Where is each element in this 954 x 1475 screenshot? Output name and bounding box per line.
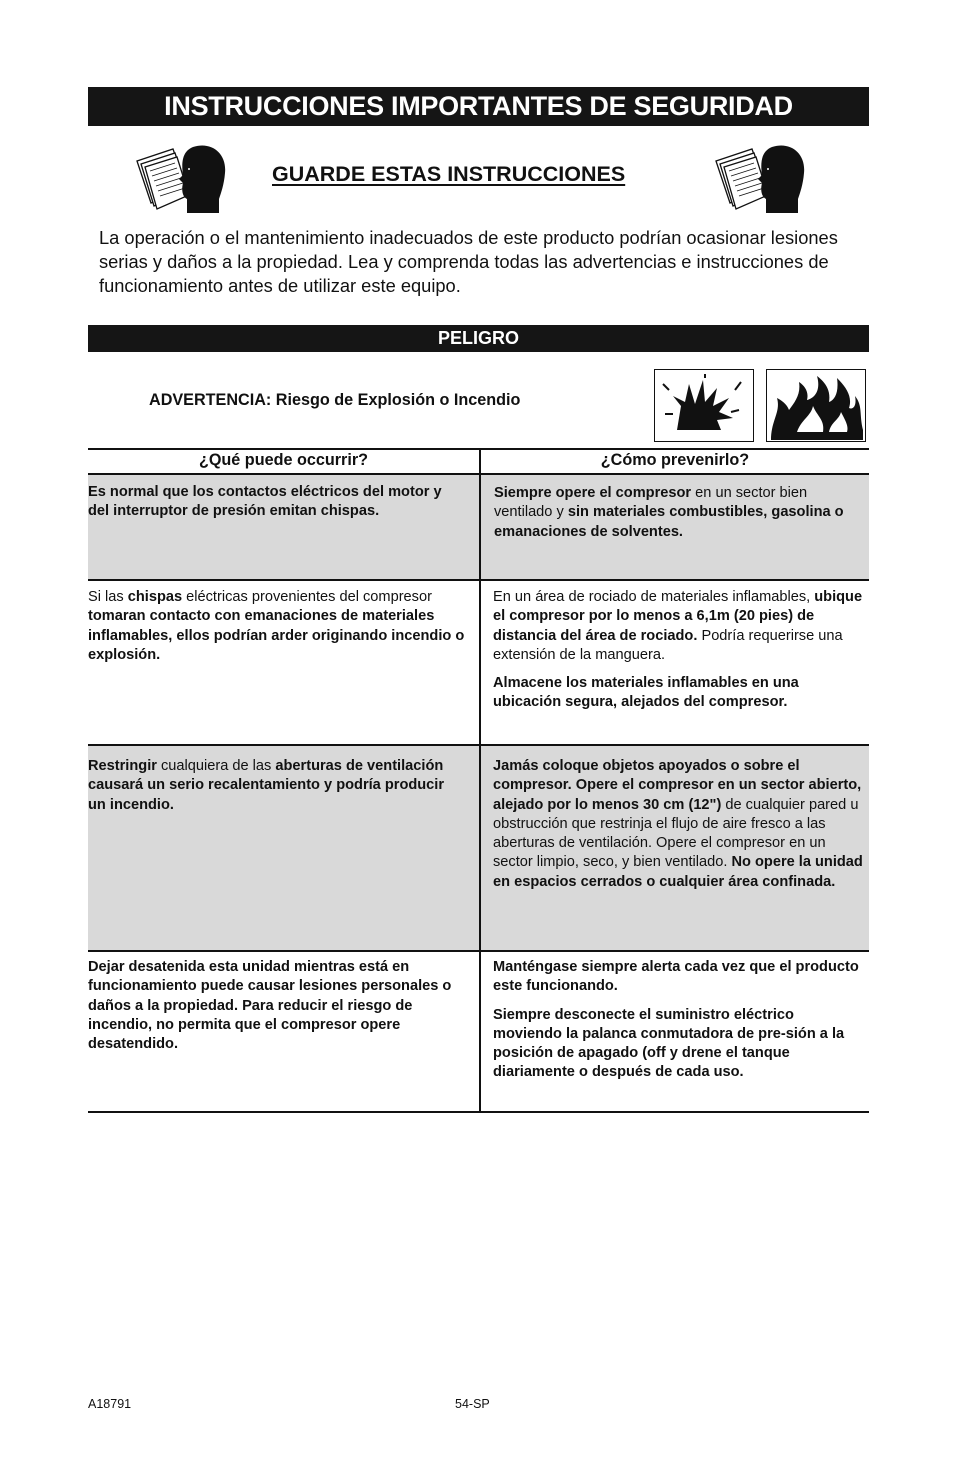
table-cell bbox=[493, 588, 869, 722]
table-cell bbox=[494, 484, 866, 551]
column-header-what: ¿Qué puede occurrir? bbox=[198, 451, 369, 469]
save-instructions-heading: GUARDE ESTAS INSTRUCCIONES bbox=[272, 162, 626, 186]
read-manual-icon bbox=[714, 143, 806, 215]
table-cell bbox=[493, 958, 863, 1092]
text-run: de cualquier pared u obstrucción que restrinja el flujo de aire fresco a las aberturas de ventilación. Opere el compresor en un sector limpio, seco, y bien ventilado. bbox=[493, 796, 859, 871]
cell-paragraph bbox=[494, 484, 866, 542]
cell-paragraph bbox=[493, 757, 869, 892]
text-run: En un área de rociado de materiales inflamables, bbox=[493, 589, 815, 605]
page-title: INSTRUCCIONES IMPORTANTES DE SEGURIDAD bbox=[88, 87, 869, 126]
danger-heading: PELIGRO bbox=[88, 325, 869, 352]
text-run: Es normal que los contactos eléctricos del motor y del interruptor de presión emitan chispas. bbox=[88, 484, 442, 520]
text-run: en un sector bien ventilado y bbox=[494, 485, 808, 521]
warning-label: ADVERTENCIA: Riesgo de Explosión o Incendio bbox=[149, 391, 521, 409]
text-run: Si las bbox=[88, 589, 128, 605]
table-cell bbox=[88, 958, 463, 1063]
cell-paragraph bbox=[493, 1006, 863, 1083]
text-run: aberturas de ventilación causará un serio recalentamiento y podría producir un incendio. bbox=[88, 758, 445, 813]
text-run: Restringir bbox=[88, 758, 157, 774]
table-cell bbox=[88, 588, 468, 674]
text-run: Manténgase siempre alerta cada vez que el producto este funcionando. bbox=[493, 959, 859, 995]
text-run: tomaran contacto con emanaciones de materiales inflamables, ellos podrían arder originando incendio o explosión. bbox=[88, 608, 465, 663]
intro-paragraph: La operación o el mantenimiento inadecuados de este producto podrían ocasionar lesiones serias y daños a la propiedad. Lea y comprenda todas las advertencias e instrucciones de funcionamiento antes de utilizar este equipo. bbox=[99, 227, 838, 296]
text-run: Podría requerirse una extensión de la manguera. bbox=[493, 627, 843, 663]
read-manual-icon bbox=[135, 143, 227, 215]
column-header-how: ¿Cómo prevenirlo? bbox=[600, 451, 750, 469]
hazard-table bbox=[88, 448, 869, 1114]
fire-icon bbox=[766, 369, 866, 442]
text-run: chispas bbox=[127, 589, 183, 605]
text-run: Siempre opere el compresor bbox=[494, 485, 692, 501]
explosion-icon bbox=[654, 369, 754, 442]
cell-paragraph bbox=[88, 483, 463, 522]
text-run: eléctricas provenientes del compresor bbox=[182, 589, 432, 605]
page-number: 54-SP bbox=[455, 1397, 490, 1411]
table-cell bbox=[493, 757, 869, 901]
text-run: cualquiera de las bbox=[156, 758, 276, 774]
text-run: Siempre desconecte el suministro eléctrico moviendo la palanca conmutadora de pre-sión a la posición de apagado (off y drene el tanque diariamente o después de cada uso. bbox=[493, 1006, 845, 1081]
cell-paragraph bbox=[88, 757, 463, 815]
cell-paragraph bbox=[88, 958, 463, 1054]
text-run: No opere la unidad en espacios cerrados o cualquier área confinada. bbox=[493, 854, 863, 890]
text-run: Dejar desatenida esta unidad mientras está en funcionamiento puede causar lesiones personales o daños a la propiedad. Para reducir el riesgo de incendio, no permita que el compresor opere desatendido. bbox=[88, 959, 452, 1053]
divider bbox=[479, 448, 481, 1113]
cell-paragraph bbox=[493, 674, 869, 713]
text-run: Almacene los materiales inflamables en una ubicación segura, alejados del compresor. bbox=[493, 675, 799, 711]
cell-paragraph bbox=[493, 958, 863, 997]
cell-paragraph bbox=[493, 588, 869, 665]
cell-paragraph bbox=[88, 588, 468, 665]
table-cell bbox=[88, 757, 463, 824]
document-code: A18791 bbox=[88, 1397, 132, 1411]
table-cell bbox=[88, 483, 463, 531]
text-run: sin materiales combustibles, gasolina o emanaciones de solventes. bbox=[494, 504, 844, 540]
text-run: Jamás coloque objetos apoyados o sobre el compresor. Opere el compresor en un sector abierto, alejado por lo menos 30 cm (12") bbox=[493, 758, 862, 813]
text-run: ubique el compresor por lo menos a 6,1m (20 pies) de distancia del área de rociado. bbox=[493, 589, 863, 644]
